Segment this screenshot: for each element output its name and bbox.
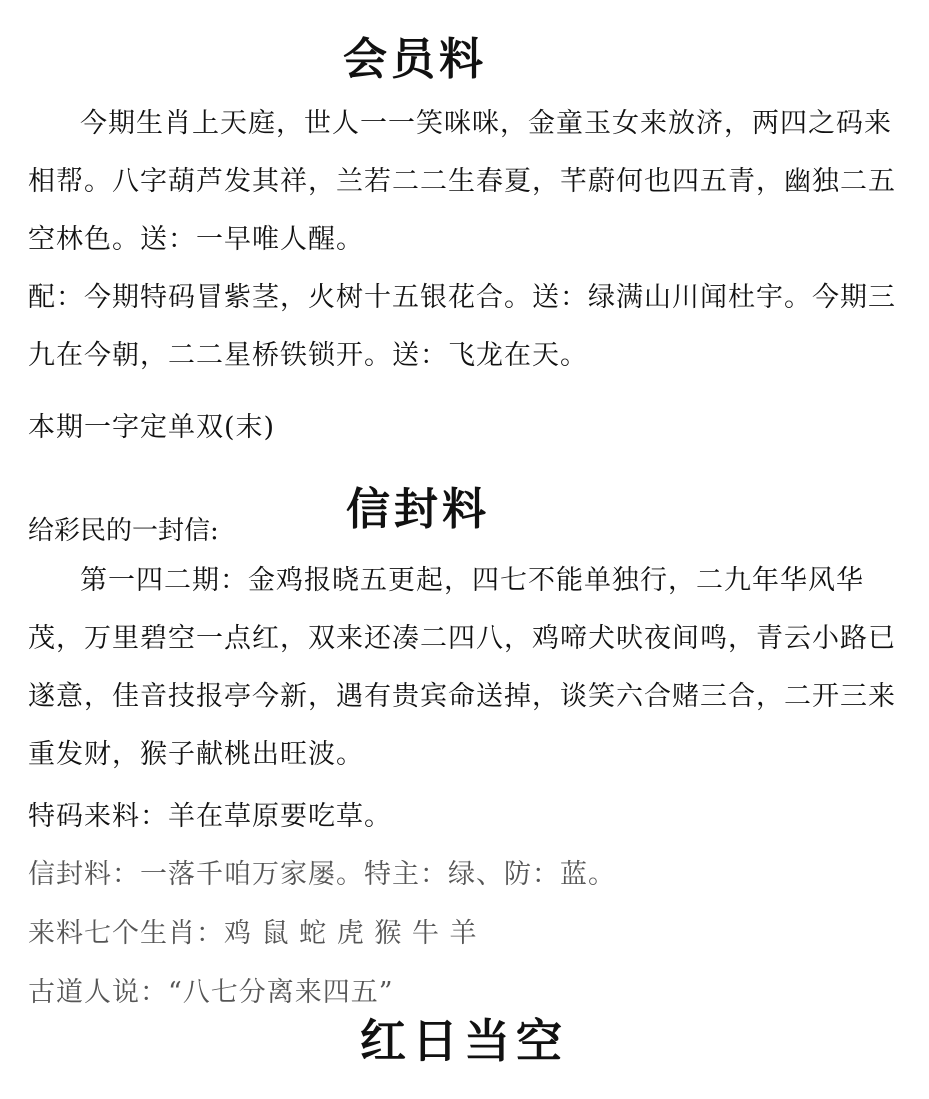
letter-paragraph: 第一四二期：金鸡报晓五更起，四七不能单独行，二九年华风华茂，万里碧空一点红，双来还凑二四八，鸡啼犬吠夜间鸣，青云小路已遂意，佳音技报亭今新，遇有贵宾命送掉，谈笑六合赌三合，二开三来重发财，猴子献桃出旺波。 — [28, 565, 896, 770]
red-sun-heading: 红日当空 — [360, 1014, 568, 1068]
pairing-paragraph: 配：今期特码冒紫茎，火树十五银花合。送：绿满山川闻杜宇。今期三九在今朝，二二星桥铁锁开。送：飞龙在天。 — [28, 282, 896, 371]
member-material-heading: 会员料 — [343, 34, 487, 85]
letter-label: 给彩民的一封信: — [28, 516, 219, 546]
member-poem-paragraph: 今期生肖上天庭，世人一一笑咪咪，金童玉女来放济，两四之码来相帮。八字葫芦发其祥，兰若二二生春夏，芊蔚何也四五青，幽独二五空林色。送：一早唯人醒。 — [28, 108, 896, 255]
seven-zodiac-line: 来料七个生肖：鸡 鼠 蛇 虎 猴 牛 羊 — [28, 918, 478, 949]
envelope-line: 信封料：一落千咱万家屡。特主：绿、防：蓝。 — [28, 859, 616, 890]
special-code-line: 特码来料：羊在草原要吃草。 — [28, 801, 392, 832]
single-double-line: 本期一字定单双(末) — [28, 412, 276, 443]
envelope-material-heading: 信封料 — [346, 484, 490, 535]
saying-line: 古道人说：“八七分离来四五” — [28, 977, 394, 1008]
